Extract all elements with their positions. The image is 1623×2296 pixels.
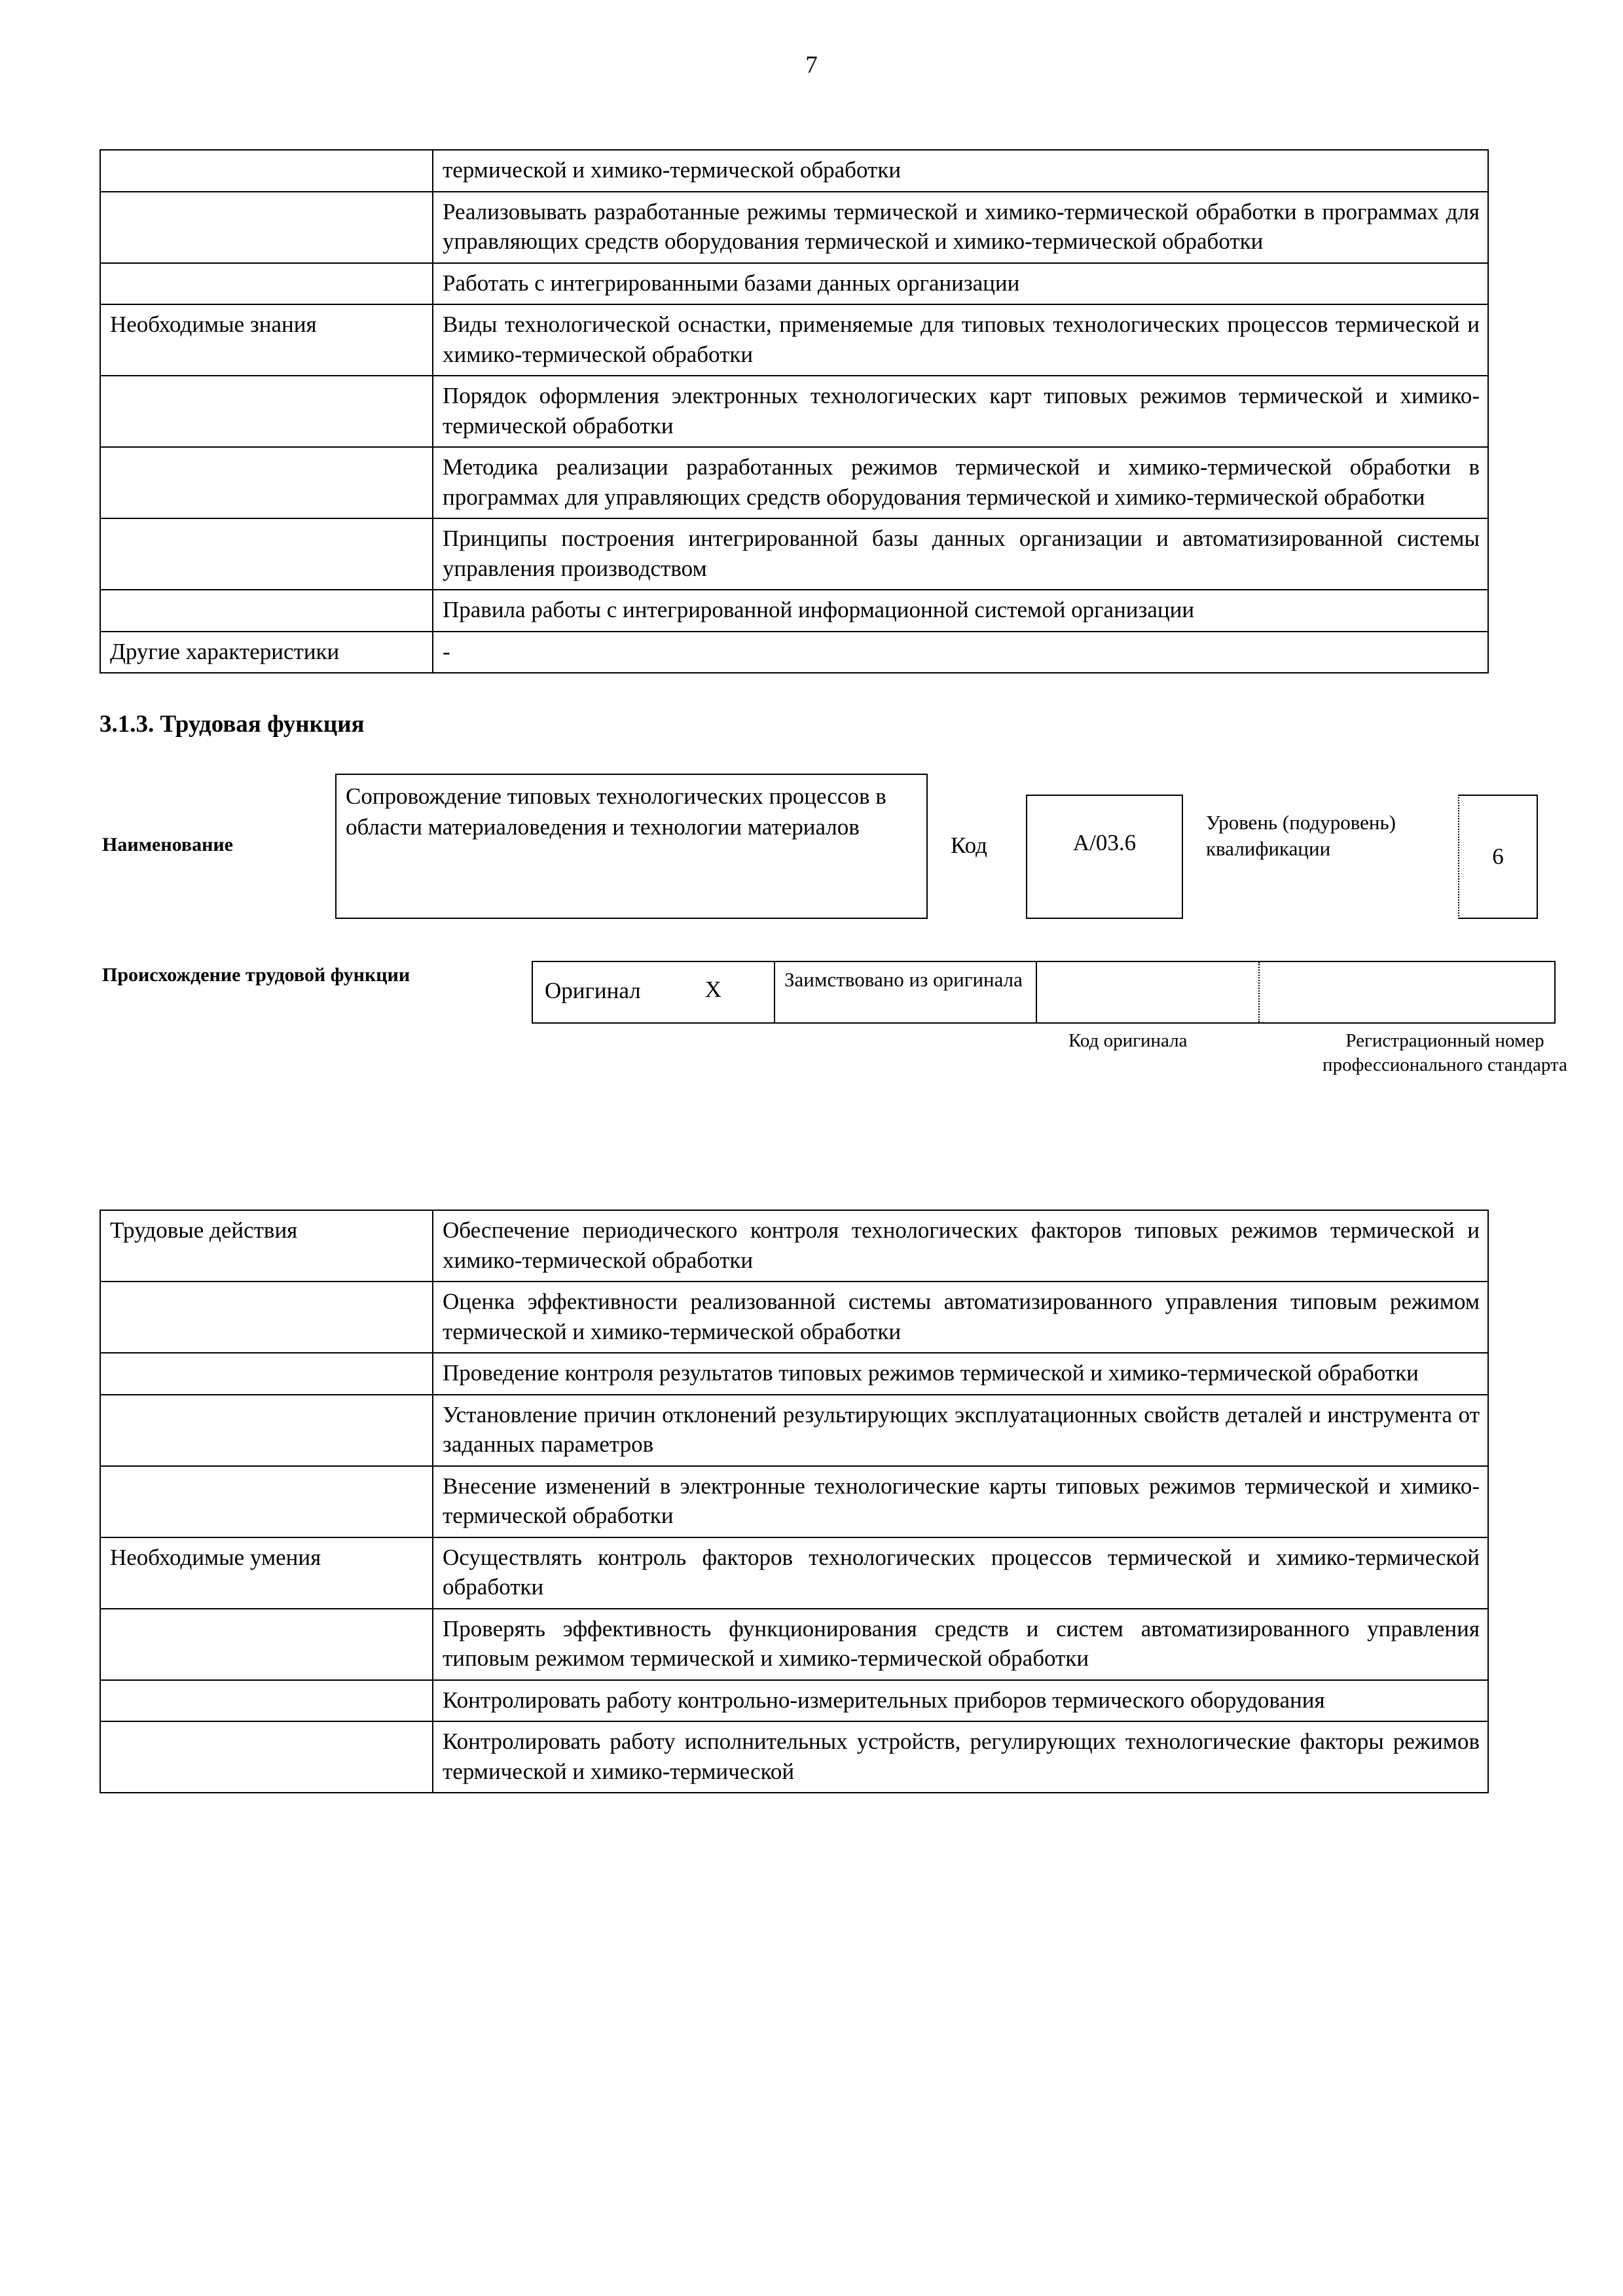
row-value: Виды технологической оснастки, применяемые для типовых технологических процессов термической и химико-термической обработки — [433, 304, 1488, 376]
qualification-level-value: 6 — [1458, 795, 1538, 919]
table-row — [100, 192, 1488, 263]
section-heading: 3.1.3. Трудовая функция — [100, 711, 365, 738]
origin-code-caption: Код оригинала — [1068, 1030, 1188, 1051]
row-label: Необходимые умения — [100, 1537, 433, 1609]
row-label — [100, 1395, 433, 1466]
row-label — [100, 192, 433, 263]
row-label: Другие характеристики — [100, 632, 433, 673]
table-row — [100, 447, 1488, 518]
row-label — [100, 1466, 433, 1537]
function-name-value: Сопровождение типовых технологических процессов в области материаловедения и технологии материалов — [335, 774, 928, 919]
row-label — [100, 150, 433, 192]
row-label — [100, 518, 433, 590]
table-row — [100, 632, 1488, 673]
table-row — [100, 1537, 1488, 1609]
table-row — [100, 263, 1488, 305]
row-label — [100, 1721, 433, 1793]
table-row — [100, 1282, 1488, 1353]
origin-original-cell — [533, 962, 775, 1022]
row-value: Реализовывать разработанные режимы термической и химико-термической обработки в программах для управляющих средств оборудования термической и химико-термической обработки — [433, 192, 1488, 263]
row-label: Трудовые действия — [100, 1210, 433, 1282]
table-row — [100, 304, 1488, 376]
requirements-table-bottom — [100, 1210, 1489, 1793]
origin-code-cell — [1037, 962, 1260, 1022]
row-label — [100, 1680, 433, 1722]
row-value: Проверять эффективность функционирования средств и систем автоматизированного управления типовым режимом термической и химико-термической обработки — [433, 1609, 1488, 1680]
function-code-label: Код — [951, 833, 987, 858]
row-value: Установление причин отклонений результирующих эксплуатационных свойств деталей и инструмента от заданных параметров — [433, 1395, 1488, 1466]
table-row — [100, 1353, 1488, 1395]
qualification-level-label: Уровень (подуровень) квалификации — [1206, 811, 1396, 861]
row-value: Работать с интегрированными базами данных организации — [433, 263, 1488, 305]
row-label — [100, 376, 433, 447]
function-name-label: Наименование — [102, 834, 233, 855]
origin-block — [100, 961, 1567, 1164]
row-value: Оценка эффективности реализованной системы автоматизированного управления типовым режимом термической и химико-термической обработки — [433, 1282, 1488, 1353]
row-label — [100, 447, 433, 518]
function-card — [100, 774, 1514, 937]
origin-row — [532, 961, 1556, 1024]
table-row — [100, 1466, 1488, 1537]
table-row — [100, 518, 1488, 590]
origin-original-mark: X — [704, 977, 721, 1002]
page-content — [100, 149, 1567, 1793]
row-value: Внесение изменений в электронные технологические карты типовых режимов термической и химико-термической обработки — [433, 1466, 1488, 1537]
row-label — [100, 590, 433, 632]
table-row — [100, 1609, 1488, 1680]
origin-reg-cell — [1260, 962, 1554, 1022]
row-value: - — [433, 632, 1488, 673]
table-row — [100, 1680, 1488, 1722]
table-row — [100, 1721, 1488, 1793]
page-number: 7 — [805, 52, 818, 79]
row-value: Контролировать работу исполнительных устройств, регулирующих технологические факторы режимов термической и химико-термической — [433, 1721, 1488, 1793]
row-value: Обеспечение периодического контроля технологических факторов типовых режимов термической и химико-термической обработки — [433, 1210, 1488, 1282]
row-value: Осуществлять контроль факторов технологических процессов термической и химико-термической обработки — [433, 1537, 1488, 1609]
table-row — [100, 1395, 1488, 1466]
row-label — [100, 1353, 433, 1395]
row-value: термической и химико-термической обработки — [433, 150, 1488, 192]
origin-reg-caption: Регистрационный номер профессионального стандарта — [1322, 1030, 1567, 1076]
table-row — [100, 150, 1488, 192]
row-value: Принципы построения интегрированной базы данных организации и автоматизированной системы управления производством — [433, 518, 1488, 590]
row-value: Методика реализации разработанных режимов термической и химико-термической обработки в программах для управляющих средств оборудования термической и химико-термической обработки — [433, 447, 1488, 518]
origin-label: Происхождение трудовой функции — [102, 964, 410, 986]
origin-borrowed-label: Заимствовано из оригинала — [775, 962, 1037, 1022]
row-label — [100, 263, 433, 305]
row-value: Проведение контроля результатов типовых режимов термической и химико-термической обработки — [433, 1353, 1488, 1395]
function-code-value: А/03.6 — [1026, 795, 1183, 919]
requirements-table-top — [100, 149, 1489, 673]
table-row — [100, 590, 1488, 632]
row-label — [100, 1282, 433, 1353]
row-value: Правила работы с интегрированной информационной системой организации — [433, 590, 1488, 632]
table-row — [100, 1210, 1488, 1282]
table-row — [100, 376, 1488, 447]
origin-original-label: Оригинал — [545, 978, 641, 1003]
row-label: Необходимые знания — [100, 304, 433, 376]
row-value: Порядок оформления электронных технологических карт типовых режимов термической и химико-термической обработки — [433, 376, 1488, 447]
row-value: Контролировать работу контрольно-измерительных приборов термического оборудования — [433, 1680, 1488, 1722]
row-label — [100, 1609, 433, 1680]
